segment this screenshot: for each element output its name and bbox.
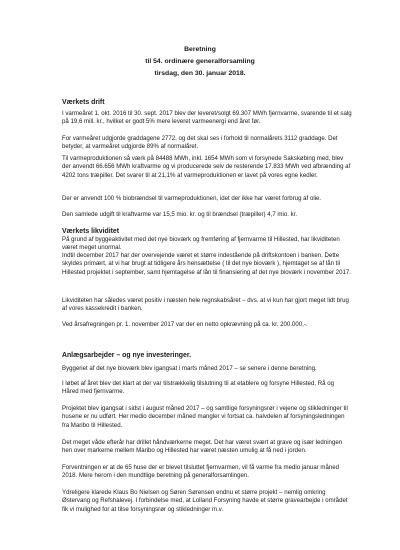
- drift-paragraph-2: For varmeåret udgjorde graddagene 2772, og det skal ses i forhold til normalårets 3112 graddage. Det betyder, at varmeåret udgjorde 89% af normalåret.: [62, 135, 338, 151]
- anlaeg-paragraph-2: I løbet af året blev det klart at der var tilstrækkelig tilslutning til at etablere og forsyne Hillested, Rå og Håred med fjernvarme.: [62, 380, 334, 396]
- anlaeg-paragraph-3: Projektet blev igangsat i sidst i august måned 2017 – og samtlige forsyningsrør i vejene og stikledninger til husene er nu udført. Her medio december måned mangler vi fortsat ca. halvdelen af forsyningsledningen fra Maribo til Hillested.: [62, 405, 348, 429]
- likviditet-paragraph-4: Ved årsafregningen pr. 1. november 2017 var der en netto opkrævning på ca. kr. 200.000,-.: [62, 321, 308, 328]
- anlaeg-paragraph-4: Det meget våde efterår har drillet håndværkerne meget. Det har været svært at grave og især ledningen hen over markerne mellem Maribo og Hillested har været næsten umulig at få ned i jorden.: [62, 439, 343, 455]
- drift-paragraph-4: Der er anvendt 100 % biobrændsel til varmeproduktionen, idet der ikke har været forbrug af olie.: [62, 195, 322, 202]
- likviditet-paragraph-2: Indtil december 2017 har der overvejende været et større indestående på driftskontoen i banken. Dette skyldes primært, at vi har brugt at tidligere års hensættelse ( til det nye bioværk ), hjemtaget se af lån til Hillested projektet i september, samt hjemtagelse af lån til finansiering af det nye bioværk i november 2017.: [62, 252, 351, 276]
- document-header: [0, 44, 400, 81]
- heading-anlaegsarbejder: Anlægsarbejder – og nye investeringer.: [62, 352, 192, 359]
- likviditet-paragraph-1: På grund af byggeaktivitet med det nye bioværk og fremføring af fjernvarme til Hillested, har likviditeten været meget unormal.: [62, 236, 340, 252]
- anlaeg-paragraph-1: Byggeriet af det nye bioværk blev igangsat i marts måned 2017 – se senere i denne beretning.: [62, 365, 317, 372]
- document-title: Beretning: [184, 46, 216, 53]
- document-subtitle: til 54. ordinære generalforsamling: [145, 58, 255, 66]
- drift-paragraph-1: I varmeåret 1. okt. 2016 til 30. sept. 2017 blev der leveret/solgt 69.307 MWh fjernvarme, svarende til et salg på 19,6 mill. kr., hvilket er godt 5% mere leveret varmeenergi end året før.: [62, 110, 352, 126]
- anlaeg-paragraph-6: Ydreligere klarede Klaus Bo Nielsen og Søren Sørensen endnu et større projekt – nemlig omkring Østervang og Refshalevej. I forbindelse med, at Lolland Forsyning havde et større gravearbejde i området fik vi mulighed for at tilse forsyningsrør og stikledninger m.v.: [62, 489, 348, 513]
- drift-paragraph-3: Til varmeproduktionen så værk på 84488 MWh, inkl. 1654 MWh som vi forsynede Sakskøbing med, blev der anvendt 66.656 MWh kraftvarme og vi producerede selv de resterende 17.833 MWh ved afbrænding af 4202 tons træpiller. Det svarer til at 21,1% af varmeproduktionen er lavet på vores egne kedler.: [62, 155, 351, 179]
- likviditet-paragraph-3: Likviditeten har således været positiv i næsten hele regnskabsåret – dvs. at vi kun har gjort meget lidt brug af vores kassekredit i banken.: [62, 297, 349, 313]
- heading-vaerkets-drift: Værkets drift: [62, 99, 105, 106]
- drift-paragraph-5: Den samlede udgift til kraftvarme var 15,5 mio. kr. og til brændsel (træpiller) 4,7 mio. kr.: [62, 211, 298, 218]
- anlaeg-paragraph-5: Forventningen er at de 65 huse der er blevet tilsluttet fjernvarmen, vil få varme fra medio januar måned 2018. Mere herom i den mundtlige beretning på generalforsamlingen.: [62, 464, 340, 480]
- heading-vaerkets-likviditet: Værkets likviditet: [62, 228, 120, 235]
- document-date: tirsdag, den 30. januar 2018.: [154, 70, 246, 78]
